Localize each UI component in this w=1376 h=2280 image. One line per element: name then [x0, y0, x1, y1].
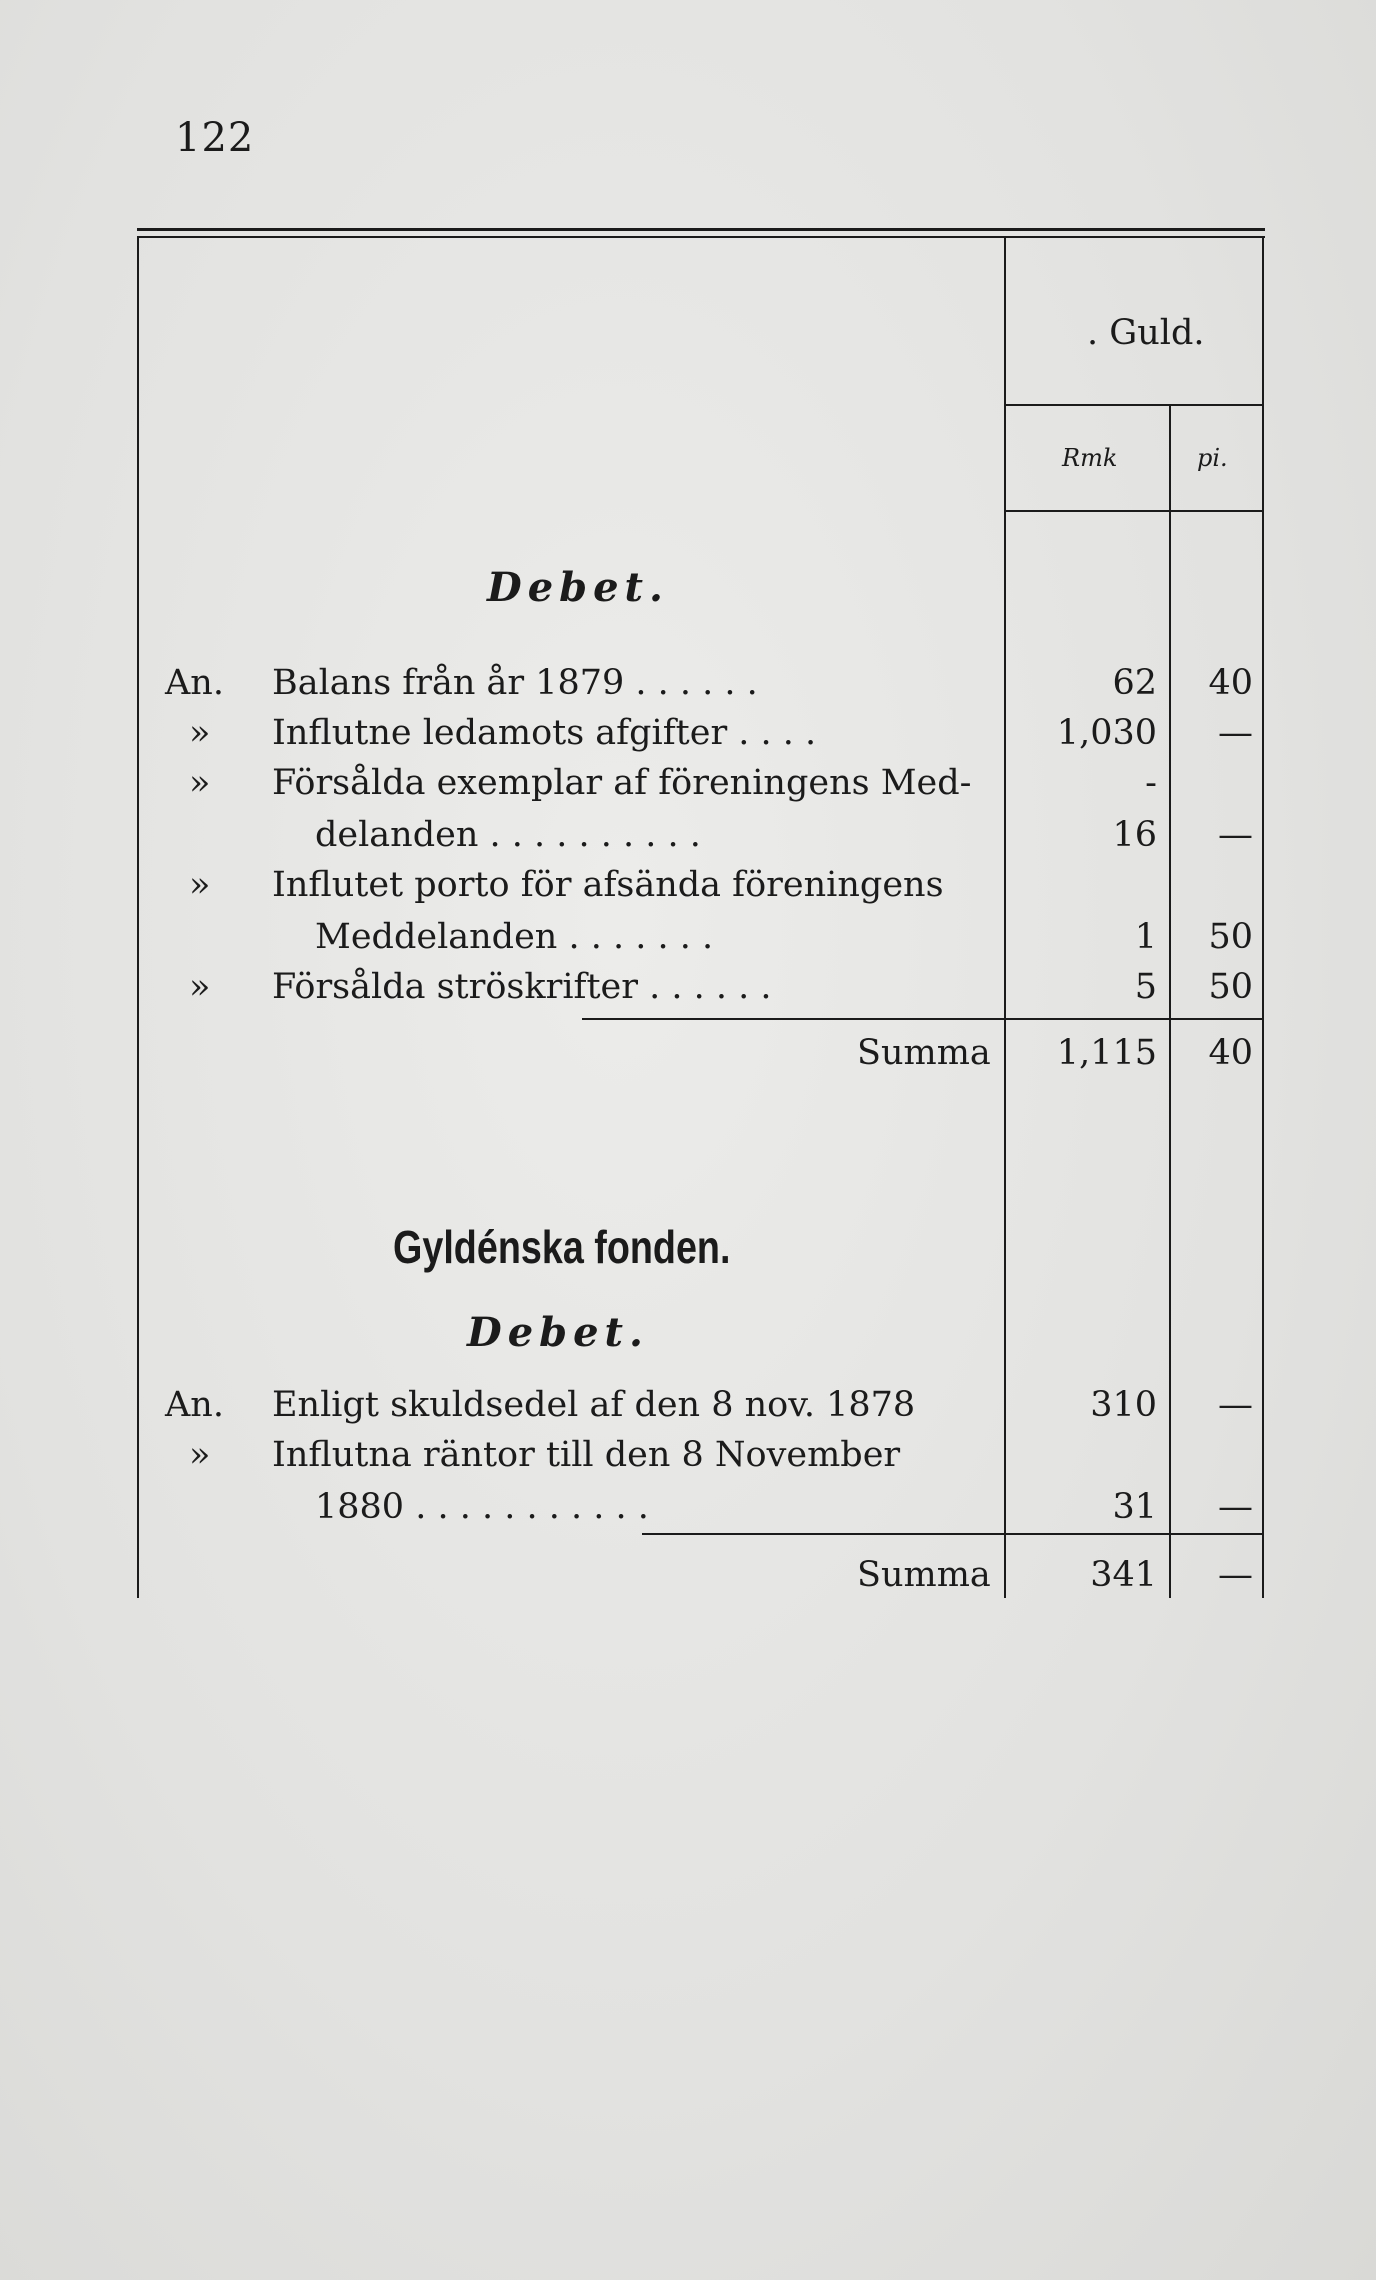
row3-prefix: »: [189, 763, 211, 803]
row4-cents: —: [1218, 815, 1253, 855]
s2-row3-cents: —: [1218, 1487, 1253, 1527]
row7-cents: 50: [1208, 967, 1253, 1007]
row2-cents: —: [1218, 713, 1253, 753]
section1-heading: Debet.: [487, 564, 669, 611]
right-rule: [1262, 238, 1264, 1598]
row1-cents: 40: [1208, 663, 1253, 703]
section2-summa-amount: 341: [1090, 1555, 1157, 1595]
section2-summa-rule: [642, 1533, 1264, 1535]
unit-marks: Rmk: [1062, 444, 1118, 472]
s2-row3-amount: 31: [1112, 1487, 1157, 1527]
row1-amount: 62: [1112, 663, 1157, 703]
row1-prefix: An.: [165, 663, 224, 703]
top-rule-inner: [137, 236, 1265, 238]
row6-cents: 50: [1208, 917, 1253, 957]
header-rule-bottom: [1004, 510, 1264, 512]
section2-heading: Debet.: [467, 1309, 649, 1356]
row5-prefix: »: [189, 865, 211, 905]
cents-divider: [1169, 404, 1171, 1598]
column-divider: [1004, 238, 1006, 1598]
section1-summa-rule: [582, 1018, 1264, 1020]
s2-row1-text: Enligt skuldsedel af den 8 nov. 1878: [272, 1385, 916, 1425]
row2-prefix: »: [189, 713, 211, 753]
row7-amount: 5: [1134, 967, 1157, 1007]
row2-text: Influtne ledamots afgifter . . . .: [272, 713, 817, 753]
row6-text: Meddelanden . . . . . . .: [315, 917, 714, 957]
row3-amount: -: [1145, 763, 1157, 803]
s2-row2-text: Influtna räntor till den 8 November: [272, 1435, 901, 1475]
row3-text: Försålda exemplar af föreningens Med-: [272, 763, 972, 803]
unit-pennies: pi.: [1197, 444, 1228, 472]
section1-summa-amount: 1,115: [1056, 1033, 1157, 1073]
row7-text: Försålda ströskrifter . . . . . .: [272, 967, 772, 1007]
s2-row1-prefix: An.: [165, 1385, 224, 1425]
s2-row1-amount: 310: [1090, 1385, 1157, 1425]
top-rule: [137, 228, 1265, 231]
ledger-table: [137, 228, 1265, 1598]
section1-summa-cents: 40: [1208, 1033, 1253, 1073]
row5-text: Influtet porto för afsända föreningens: [272, 865, 944, 905]
row1-text: Balans från år 1879 . . . . . .: [272, 663, 758, 703]
s2-row3-text: 1880 . . . . . . . . . . .: [315, 1487, 649, 1527]
page-number: 122: [175, 115, 255, 161]
s2-row2-prefix: »: [189, 1435, 211, 1475]
row6-amount: 1: [1134, 917, 1157, 957]
section1-summa-label: Summa: [857, 1033, 991, 1073]
s2-row1-cents: —: [1218, 1385, 1253, 1425]
row4-amount: 16: [1112, 815, 1157, 855]
row7-prefix: »: [189, 967, 211, 1007]
section2-summa-label: Summa: [857, 1555, 991, 1595]
header-rule: [1004, 404, 1264, 406]
section2-title: Gyldénska fonden.: [393, 1221, 731, 1273]
section2-summa-cents: —: [1218, 1555, 1253, 1595]
left-rule: [137, 238, 139, 1598]
column-header-title: . Guld.: [1087, 313, 1205, 353]
row4-text: delanden . . . . . . . . . .: [315, 815, 701, 855]
row2-amount: 1,030: [1056, 713, 1157, 753]
